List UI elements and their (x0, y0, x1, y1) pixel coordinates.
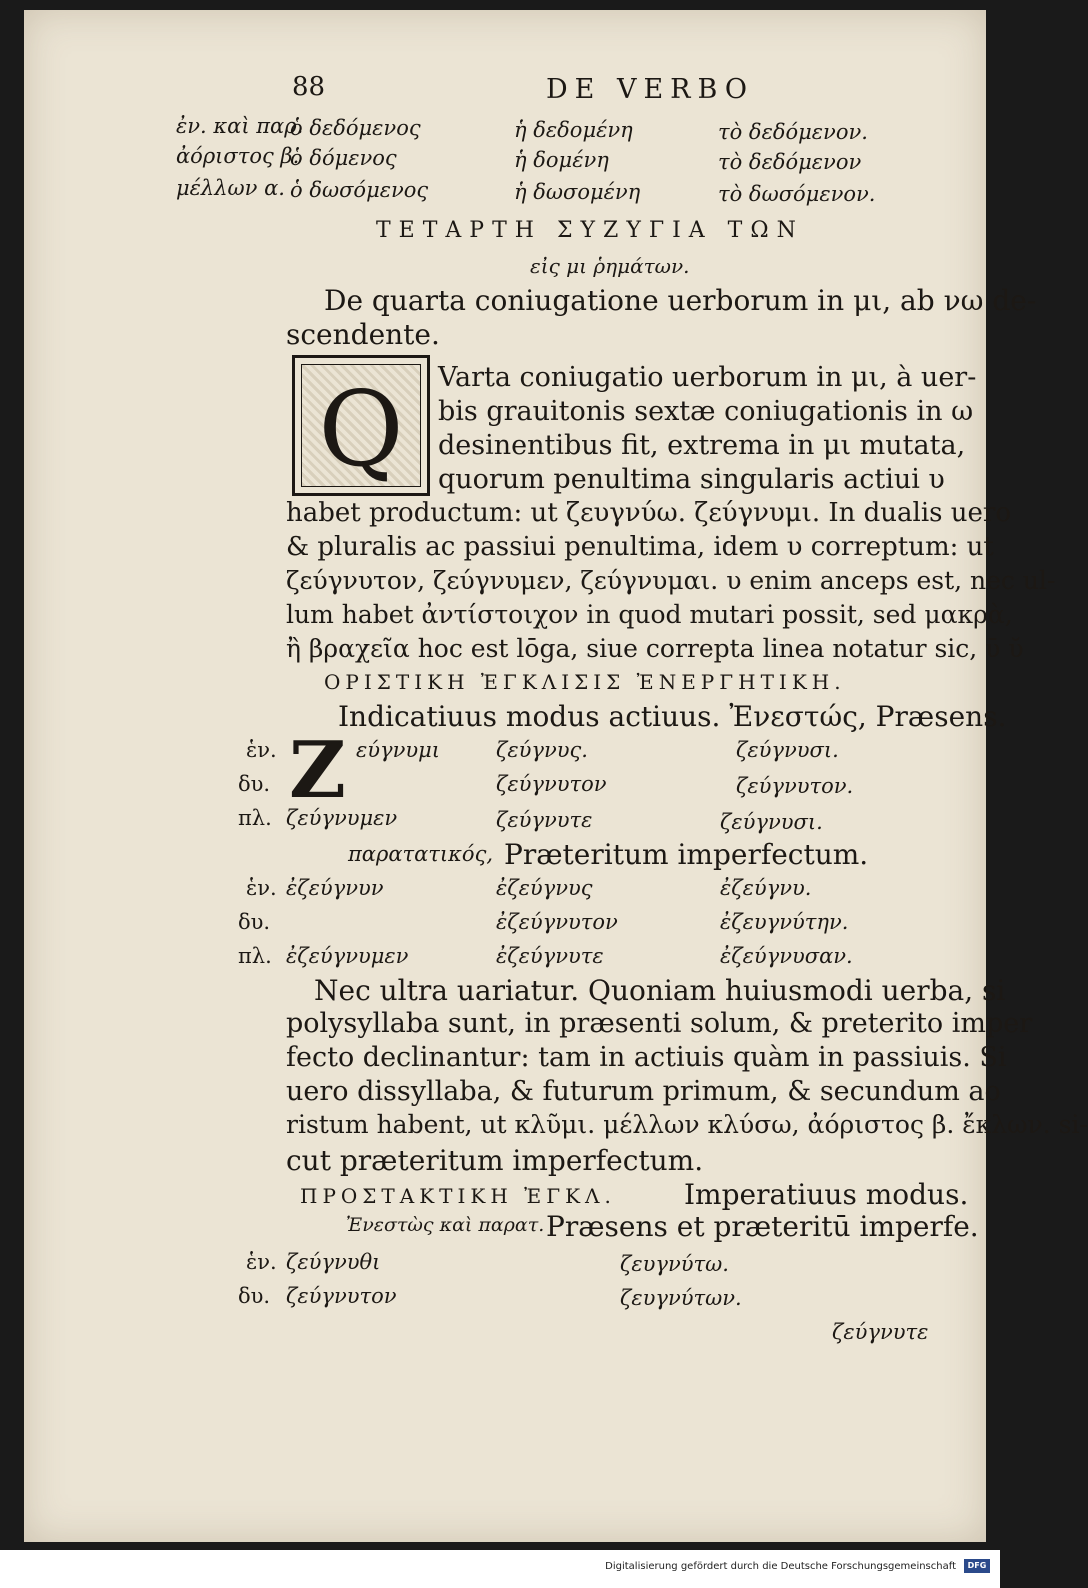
table-row-label: ἑν. (246, 738, 277, 762)
imperative-latin-sub: Præsens et præteritū imperfe. (546, 1210, 979, 1243)
table-cell: ὁ δεδόμενος (290, 116, 421, 140)
paragraph-line: lum habet ἀντίστοιχον in quod mutari possit, sed μακρὰ, (286, 600, 1013, 629)
initial-letter: Q (318, 368, 404, 490)
page-number: 88 (292, 72, 326, 102)
paragraph-line: polysyllaba sunt, in præsenti solum, & preterito imper (286, 1008, 1033, 1039)
table-cell: ἐζεύγνυν (286, 876, 384, 900)
paragraph-line: Varta coniugatio uerborum in μι, à uer- (438, 362, 977, 393)
paragraph-line: desinentibus fit, extrema in μι mutata, (438, 430, 966, 461)
table-row-label: δυ. (238, 1284, 271, 1308)
table-cell: ζεύγνυσι. (736, 738, 839, 762)
table-cell: ὁ δόμενος (290, 146, 397, 170)
paragraph-line: ἢ βραχεῖα hoc est lōga, siue correpta linea notatur sic, ῡ ῠ (286, 634, 1024, 663)
running-head: DE VERBO (546, 74, 754, 105)
footer-credit: Digitalisierung gefördert durch die Deutsche Forschungsgemeinschaft (605, 1561, 956, 1572)
table-cell: τὸ δεδόμενον. (718, 120, 868, 144)
table-cell: ζεύγνυτον (496, 772, 607, 796)
table-cell: ζευγνύτων. (620, 1286, 742, 1310)
table-row-label: πλ. (238, 944, 272, 968)
catchword: ζεύγνυτε (832, 1320, 929, 1344)
table-cell: ἐζεύγνυτον (496, 910, 618, 934)
table-cell: ἐζεύγνυσαν. (720, 944, 853, 968)
latin-heading-line: De quarta coniugatione uerborum in μι, ab νω de- (324, 284, 1037, 317)
table-cell: ἐζεύγνυμεν (286, 944, 409, 968)
table-cell: ζεύγνυτον. (736, 774, 854, 798)
paragraph-line: ristum habent, ut κλῦμι. μέλλων κλύσω, ἀόριστος β. ἔκλων. si- (286, 1110, 1088, 1139)
table-cell: ὁ δωσόμενος (290, 178, 429, 202)
footer-bar (0, 1550, 1000, 1588)
section-heading-sub: εἰς μι ῥημάτων. (530, 254, 690, 278)
mood-heading: ΟΡΙΣΤΙΚΗ ἘΓΚΛΙΣΙΣ ἘΝΕΡΓΗΤΙΚΗ. (324, 670, 846, 694)
paragraph-line: quorum penultima singularis actiui υ (438, 464, 945, 495)
paragraph-line: Nec ultra uariatur. Quoniam huiusmodi uerba, si (314, 974, 1006, 1007)
imperative-greek-sub: Ἐνεστὼς καὶ παρατ. (346, 1214, 545, 1236)
paragraph-line: habet productum: ut ζευγνύω. ζεύγνυμι. In dualis uero (286, 498, 1012, 528)
imperfect-latin: Præteritum imperfectum. (504, 838, 869, 871)
section-heading: ΤΕΤΑΡΤΗ ΣΥΖΥΓΙΑ ΤΩΝ (376, 218, 804, 243)
table-cell: ἐζεύγνυτε (496, 944, 604, 968)
initial-z: Z (289, 725, 346, 816)
table-cell: ζεύγνυς. (496, 738, 588, 762)
table-cell: ζευγνύτω. (620, 1252, 729, 1276)
paragraph-line: fecto declinantur: tam in actiuis quàm in passiuis. Si (286, 1042, 1007, 1073)
table-row-label: μέλλων α. (176, 176, 285, 200)
table-cell: ζεύγνυτον (286, 1284, 397, 1308)
table-cell: ἐζεύγνυς (496, 876, 593, 900)
dfg-logo: DFG (964, 1559, 990, 1573)
imperfect-greek: παρατατικός, (348, 842, 494, 866)
table-row-label: πλ. (238, 806, 272, 830)
table-cell: ζεύγνυμεν (286, 806, 398, 830)
paragraph-line: bis grauitonis sextæ coniugationis in ω (438, 396, 974, 427)
table-cell: ζεύγνυτε (496, 808, 593, 832)
book-page (24, 10, 1088, 1542)
table-cell: ἐζευγνύτην. (720, 910, 849, 934)
table-cell: ἡ δεδομένη (514, 118, 633, 142)
decorated-initial (292, 355, 430, 496)
table-cell: τὸ δωσόμενον. (718, 182, 876, 206)
table-cell: ζεύγνυσι. (720, 810, 823, 834)
paragraph-line: ζεύγνυτον, ζεύγνυμεν, ζεύγνυμαι. υ enim anceps est, nec ul- (286, 566, 1056, 595)
table-cell: ἡ δομένη (514, 148, 609, 172)
table-row-label: ἑν. (246, 876, 277, 900)
table-cell: εύγνυμι (356, 738, 440, 762)
indicative-heading: Indicatiuus modus actiuus. Ἐνεστώς, Præsens. (338, 700, 1007, 733)
table-row-label: δυ. (238, 772, 271, 796)
table-row-label: ἀόριστος β. (176, 144, 300, 168)
latin-heading-line: scendente. (286, 318, 440, 351)
table-cell: τὸ δεδόμενον (718, 150, 862, 174)
table-row-label: ἑν. (246, 1250, 277, 1274)
table-cell: ἐζεύγνυ. (720, 876, 812, 900)
paragraph-line: cut præteritum imperfectum. (286, 1144, 704, 1177)
table-row-label: ἐν. καὶ παρ. (176, 114, 304, 138)
table-cell: ἡ δωσομένη (514, 180, 641, 204)
paragraph-line: & pluralis ac passiui penultima, idem υ correptum: ut (286, 532, 994, 562)
table-row-label: δυ. (238, 910, 271, 934)
imperative-greek-heading: ΠΡΟΣΤΑΚΤΙΚΗ ἘΓΚΛ. (300, 1184, 616, 1208)
imperative-latin-heading: Imperatiuus modus. (684, 1178, 969, 1211)
paragraph-line: uero dissyllaba, & futurum primum, & secundum ao (286, 1076, 1001, 1107)
table-cell: ζεύγνυθι (286, 1250, 381, 1274)
